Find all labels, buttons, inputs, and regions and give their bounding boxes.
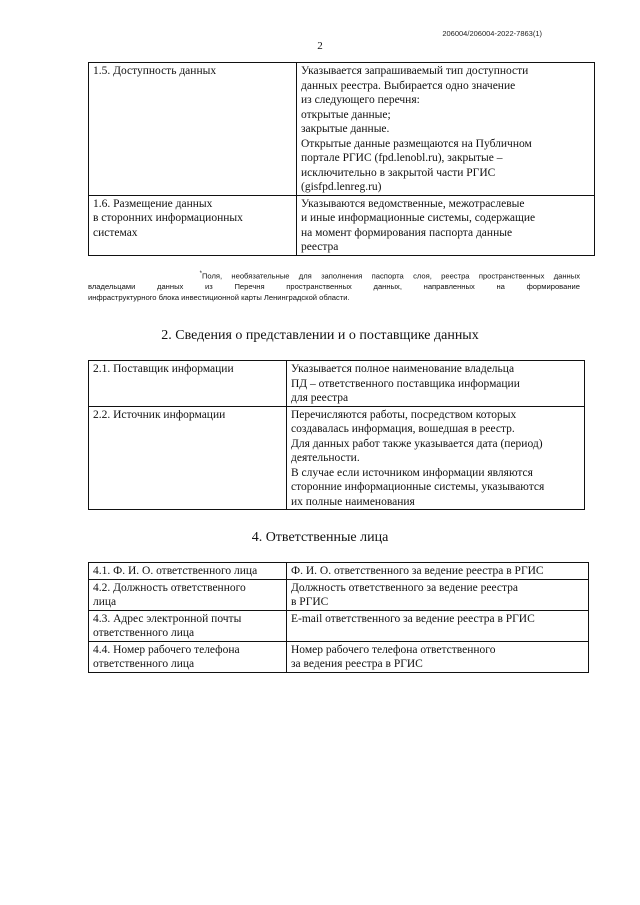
cell-text-line: В случае если источником информации являются bbox=[291, 466, 533, 479]
cell-text-line: системах bbox=[93, 226, 138, 239]
cell-text-line: исключительно в закрытой части РГИС bbox=[301, 166, 496, 179]
cell-text-line: Должность ответственного за ведение реестра bbox=[291, 581, 518, 594]
table-row bbox=[89, 579, 589, 610]
cell-text-line: закрытые данные. bbox=[301, 123, 390, 135]
row-description-cell bbox=[287, 641, 589, 672]
cell-text-line: открытые данные; bbox=[301, 108, 391, 121]
cell-text-line: 1.6. Размещение данных bbox=[93, 197, 213, 210]
cell-text-line: деятельности. bbox=[291, 452, 360, 464]
cell-text-line: портале РГИС (fpd.lenobl.ru), закрытые – bbox=[301, 152, 503, 164]
row-label-cell bbox=[89, 610, 287, 641]
cell-text-line: Номер рабочего телефона ответственного bbox=[291, 643, 496, 656]
footnote-text: Поля, необязательные для заполнения паспорта слоя, реестра пространственных данных bbox=[201, 271, 580, 281]
row-label-cell bbox=[89, 195, 297, 255]
row-description-cell bbox=[287, 610, 589, 641]
cell-text-line: Открытые данные размещаются на Публичном bbox=[301, 137, 532, 150]
row-label-cell bbox=[89, 361, 287, 407]
cell-text-line: Указываются ведомственные, межотраслевые bbox=[301, 197, 525, 210]
table-body bbox=[89, 563, 589, 673]
cell-text-line: 4.2. Должность ответственного bbox=[93, 581, 246, 594]
table-body bbox=[89, 63, 595, 256]
cell-text-line: на момент формирования паспорта данные bbox=[301, 226, 513, 239]
table-row bbox=[89, 563, 589, 580]
row-description-cell bbox=[287, 406, 585, 510]
cell-text-line: из следующего перечня: bbox=[301, 94, 420, 106]
row-label-cell bbox=[89, 579, 287, 610]
cell-text-line: ответственного лица bbox=[93, 627, 195, 639]
table-row bbox=[89, 361, 585, 407]
cell-text-line: Ф. И. О. ответственного за ведение реестра в РГИС bbox=[291, 565, 544, 577]
cell-text-line: Указывается полное наименование владельца bbox=[291, 363, 515, 375]
document-number: 206004/206004-2022-7863(1) bbox=[442, 29, 542, 38]
cell-text-line: в РГИС bbox=[291, 596, 329, 608]
footnote-line: инфраструктурного блока инвестиционной карты Ленинградской области. bbox=[88, 292, 350, 302]
cell-text-line: их полные наименования bbox=[291, 495, 415, 508]
cell-text-line: в сторонних информационных bbox=[93, 212, 243, 224]
table-row bbox=[89, 63, 595, 196]
row-description-cell bbox=[287, 563, 589, 580]
row-label-cell bbox=[89, 63, 297, 196]
cell-text-line: 2.2. Источник информации bbox=[93, 408, 226, 421]
responsible-persons-table bbox=[88, 562, 589, 673]
cell-text-line: ПД – ответственного поставщика информации bbox=[291, 377, 520, 390]
row-label-cell bbox=[89, 406, 287, 510]
table-row bbox=[89, 641, 589, 672]
row-description-cell bbox=[297, 195, 595, 255]
cell-text-line: 4.1. Ф. И. О. ответственного лица bbox=[93, 565, 258, 577]
cell-text-line: 2.1. Поставщик информации bbox=[93, 363, 234, 375]
row-label-cell bbox=[89, 563, 287, 580]
cell-text-line: за ведения реестра в РГИС bbox=[291, 658, 423, 670]
cell-text-line: и иные информационные системы, содержащие bbox=[301, 212, 536, 224]
cell-text-line: E-mail ответственного за ведение реестра в РГИС bbox=[291, 612, 535, 625]
cell-text-line: для реестра bbox=[291, 392, 349, 404]
footnote bbox=[88, 269, 580, 303]
cell-text-line: (gisfpd.lenreg.ru) bbox=[301, 181, 382, 193]
cell-text-line: реестра bbox=[301, 241, 339, 253]
cell-text-line: сторонние информационные системы, указываются bbox=[291, 481, 545, 493]
page-number: 2 bbox=[317, 40, 323, 52]
cell-text-line: ответственного лица bbox=[93, 658, 195, 670]
cell-text-line: 4.3. Адрес электронной почты bbox=[93, 612, 242, 625]
table-row bbox=[89, 610, 589, 641]
cell-text-line: данных реестра. Выбирается одно значение bbox=[301, 79, 516, 92]
table-row bbox=[89, 195, 595, 255]
footnote-mark: * bbox=[199, 271, 202, 277]
passport-table-section-1 bbox=[88, 62, 595, 256]
section-2-title: 2. Сведения о представлении и о поставщике данных bbox=[161, 328, 479, 343]
cell-text-line: 4.4. Номер рабочего телефона bbox=[93, 643, 240, 656]
table-row bbox=[89, 406, 585, 510]
footnote-line: владельцами данных из Перечня пространственных данных, направленных на формирование bbox=[88, 282, 580, 292]
row-label-cell bbox=[89, 641, 287, 672]
section-4-title: 4. Ответственные лица bbox=[251, 530, 389, 545]
data-provider-table bbox=[88, 360, 585, 510]
cell-text-line: лица bbox=[93, 596, 117, 608]
row-description-cell bbox=[297, 63, 595, 196]
footnote-line bbox=[88, 269, 580, 282]
cell-text-line: Для данных работ также указывается дата (период) bbox=[291, 437, 543, 450]
cell-text-line: 1.5. Доступность данных bbox=[93, 65, 217, 77]
row-description-cell bbox=[287, 579, 589, 610]
cell-text-line: создавалась информация, вошедшая в реестр. bbox=[291, 423, 515, 435]
cell-text-line: Указывается запрашиваемый тип доступности bbox=[301, 65, 529, 77]
table-body bbox=[89, 361, 585, 510]
row-description-cell bbox=[287, 361, 585, 407]
cell-text-line: Перечисляются работы, посредством которых bbox=[291, 408, 517, 421]
